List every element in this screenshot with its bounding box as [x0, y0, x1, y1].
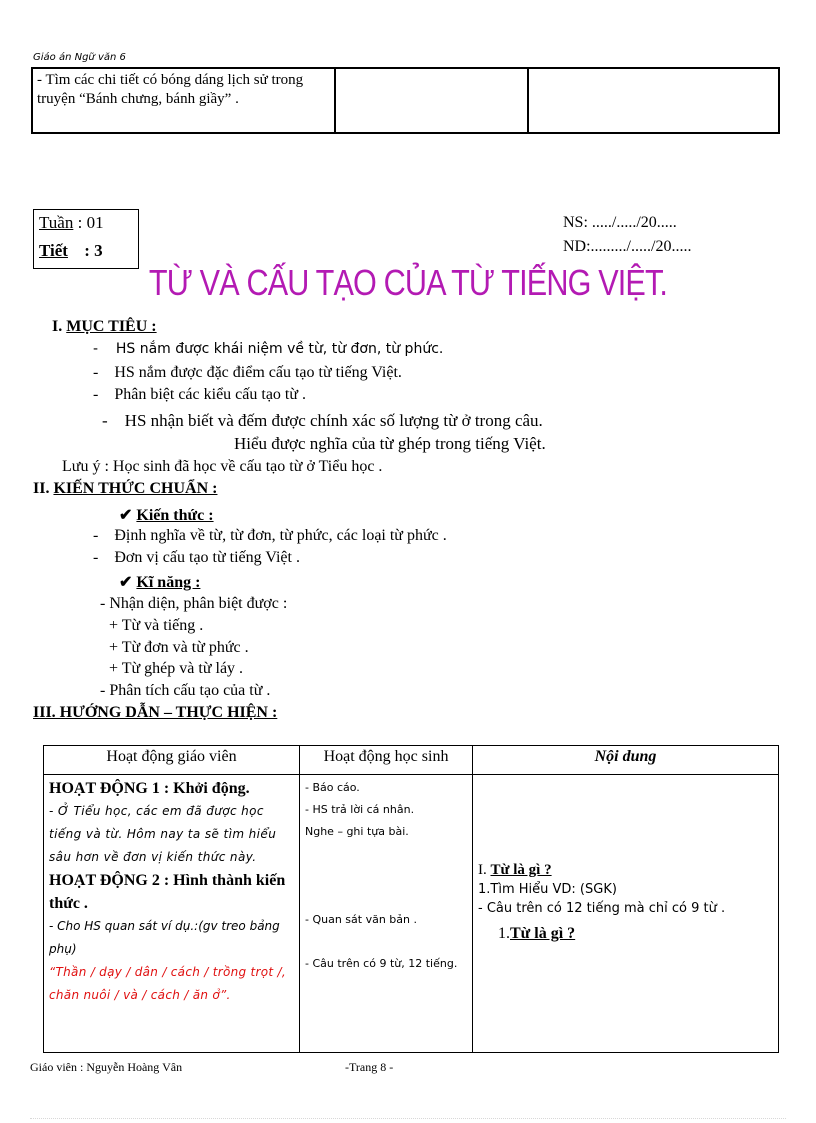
- skill-item: + Từ ghép và từ láy .: [109, 660, 244, 677]
- student-text: Nghe – ghi tựa bài.: [305, 825, 409, 838]
- week-label: Tuần: [39, 213, 74, 232]
- checkmark-icon: ✔: [119, 574, 133, 591]
- knowledge-item: - Định nghĩa về từ, từ đơn, từ phức, các loại từ phức .: [93, 527, 447, 544]
- section-heading: MỤC TIÊU :: [66, 318, 157, 335]
- footer-teacher: Giáo viên : Nguyễn Hoàng Vân: [30, 1060, 183, 1074]
- week-box: [33, 209, 139, 269]
- top-table: [31, 67, 780, 134]
- table-header: Nội dung: [473, 746, 779, 775]
- content-text: 1.Tìm Hiểu VD: (SGK): [478, 882, 617, 897]
- table-header: Hoạt động học sinh: [300, 746, 473, 775]
- skill-last: - Phân tích cấu tạo của từ .: [100, 682, 271, 699]
- objective-item: - HS nắm được đặc điểm cấu tạo từ tiếng Việt.: [93, 364, 402, 381]
- skill-intro: - Nhận diện, phân biệt được :: [100, 595, 288, 612]
- section-heading: KIẾN THỨC CHUẨN :: [53, 480, 218, 497]
- student-text: - Quan sát văn bản .: [305, 913, 417, 926]
- checkmark-icon: ✔: [119, 507, 133, 524]
- knowledge-item: - Đơn vị cấu tạo từ tiếng Việt .: [93, 549, 300, 566]
- content-cell: [473, 775, 779, 1053]
- page-header: Giáo án Ngữ văn 6: [33, 52, 126, 63]
- page-title: TỪ VÀ CẤU TẠO CỦA TỪ TIẾNG VIỆT.: [148, 262, 668, 303]
- footer-page-number: -Trang 8 -: [345, 1060, 394, 1074]
- content-text: - Câu trên có 12 tiếng mà chỉ có 9 từ .: [478, 901, 726, 916]
- section-huong-dan: III. HƯỚNG DẪN – THỰC HIỆN :: [33, 704, 278, 721]
- skill-item: + Từ và tiếng .: [109, 617, 204, 634]
- section-muc-tieu: [52, 318, 157, 336]
- objective-item: - HS nắm được khái niệm về từ, từ đơn, từ phức.: [93, 341, 444, 357]
- student-text: - Câu trên có 9 từ, 12 tiếng.: [305, 957, 458, 970]
- activity-example: “Thần / dạy / dân / cách / trồng trọt /, chăn nuôi / và / cách / ăn ở”.: [49, 965, 286, 1002]
- activity-title: HOẠT ĐỘNG 1 : Khởi động.: [49, 780, 250, 797]
- lesson-label: Tiết: [39, 241, 68, 260]
- section-kien-thuc-chuan: [33, 480, 217, 498]
- top-table-cell: [335, 68, 528, 133]
- ns-date: NS: ...../...../20.....: [563, 214, 677, 231]
- nd-date: ND:........./...../20.....: [563, 238, 692, 255]
- section-number: I.: [52, 318, 63, 335]
- student-activity-cell: [300, 775, 473, 1053]
- table-header: Hoạt động giáo viên: [44, 746, 300, 775]
- objective-item: - HS nhận biết và đếm được chính xác số lượng từ ở trong câu.: [102, 411, 543, 430]
- objective-note: Lưu ý : Học sinh đã học về cấu tạo từ ở Tiểu học .: [62, 458, 383, 475]
- objective-item: - Phân biệt các kiểu cấu tạo từ .: [93, 386, 307, 403]
- content-subheading: 1.Từ là gì ?: [498, 925, 576, 942]
- activity-table: [43, 745, 779, 1053]
- week-value: : 01: [77, 213, 104, 232]
- teacher-activity-cell: [44, 775, 300, 1053]
- activity-text: - Cho HS quan sát ví dụ.:(gv treo bảng phụ): [49, 919, 280, 956]
- lesson-value: : 3: [84, 241, 103, 260]
- content-heading: I. Từ là gì ?: [478, 862, 552, 878]
- page-bottom-divider: [30, 1118, 786, 1119]
- activity-text: - Ở Tiểu học, các em đã được học tiếng và từ. Hôm nay ta sẽ tìm hiểu sâu hơn về đơn vị kiến thức này.: [49, 804, 277, 864]
- objective-item: Hiểu được nghĩa của từ ghép trong tiếng Việt.: [234, 434, 546, 453]
- student-text: - Báo cáo.: [305, 781, 360, 794]
- skill-subheading: ✔ Kĩ năng :: [119, 574, 201, 591]
- knowledge-subheading: ✔ Kiến thức :: [119, 507, 214, 524]
- top-table-cell: [528, 68, 779, 133]
- activity-title: HOẠT ĐỘNG 2 : Hình thành kiến thức .: [49, 872, 286, 912]
- skill-item: + Từ đơn và từ phức .: [109, 639, 249, 656]
- student-text: - HS trả lời cá nhân.: [305, 803, 415, 816]
- section-number: II.: [33, 480, 50, 497]
- top-table-cell: - Tìm các chi tiết có bóng dáng lịch sử trong truyện “Bánh chưng, bánh giầy” .: [32, 68, 335, 133]
